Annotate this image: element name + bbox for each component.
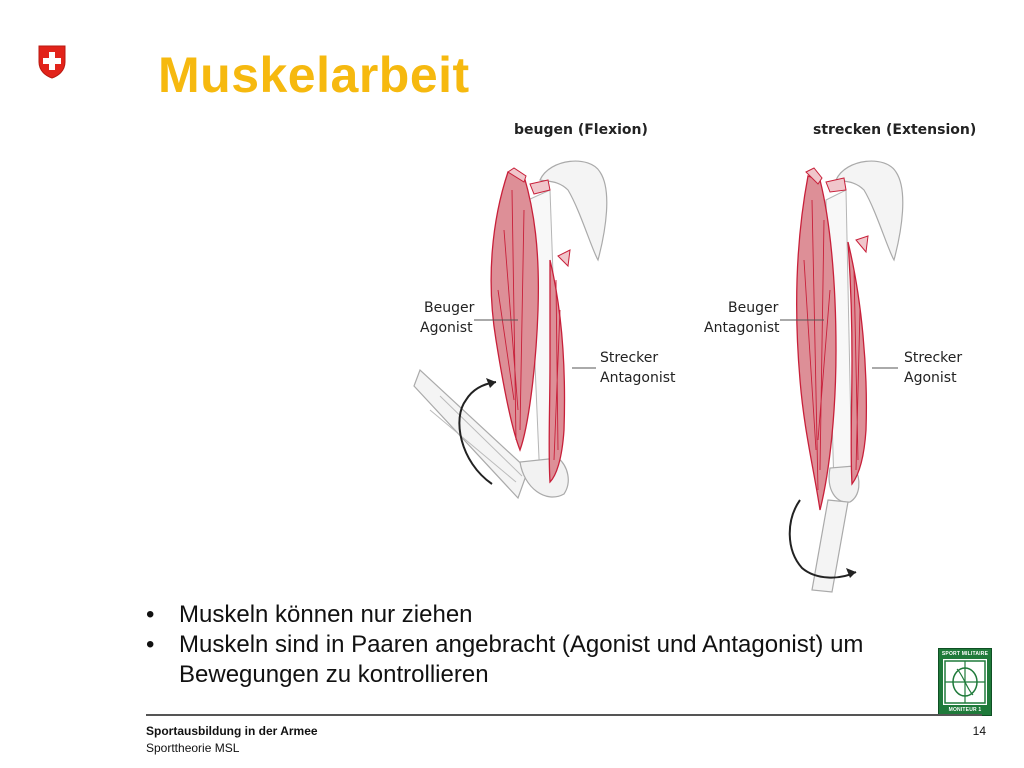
badge-top-text: SPORT MILITAIRE [941,651,989,657]
sport-militaire-badge [938,648,992,716]
footer-subtitle: Sporttheorie MSL [146,741,240,755]
badge-emblem-icon [943,659,987,705]
extension-heading: strecken (Extension) [813,122,977,138]
extension-flexor-role: Antagonist [704,320,780,336]
bullet-text-continuation: Bewegungen zu kontrollieren [179,661,489,688]
flexion-extensor-role: Antagonist [600,370,676,386]
bullet-list [146,600,926,690]
muscle-illustration [400,110,980,600]
bullet-text: Muskeln sind in Paaren angebracht (Agonist und Antagonist) um [179,631,864,658]
extension-arm-drawing [780,161,903,592]
flexion-extensor-label: Strecker [600,350,659,366]
extension-extensor-role: Agonist [904,370,957,386]
bullet-item [146,630,926,690]
badge-bottom-text: MONITEUR 1 [948,707,982,713]
footer-divider [146,714,982,716]
page-number: 14 [972,724,986,738]
swiss-cross-logo [37,44,67,80]
flexion-heading: beugen (Flexion) [514,122,648,138]
bullet-text: Muskeln können nur ziehen [179,601,473,628]
flexion-flexor-label: Beuger [424,300,475,316]
extension-flexor-label: Beuger [728,300,779,316]
footer-organization: Sportausbildung in der Armee [146,724,318,738]
bullet-item [146,600,926,630]
bullet-dot: • [146,601,155,628]
slide-title: Muskelarbeit [158,47,470,103]
flexion-flexor-role: Agonist [420,320,473,336]
extension-extensor-label: Strecker [904,350,963,366]
badge-emblem [943,659,987,705]
bullet-dot: • [146,631,155,658]
